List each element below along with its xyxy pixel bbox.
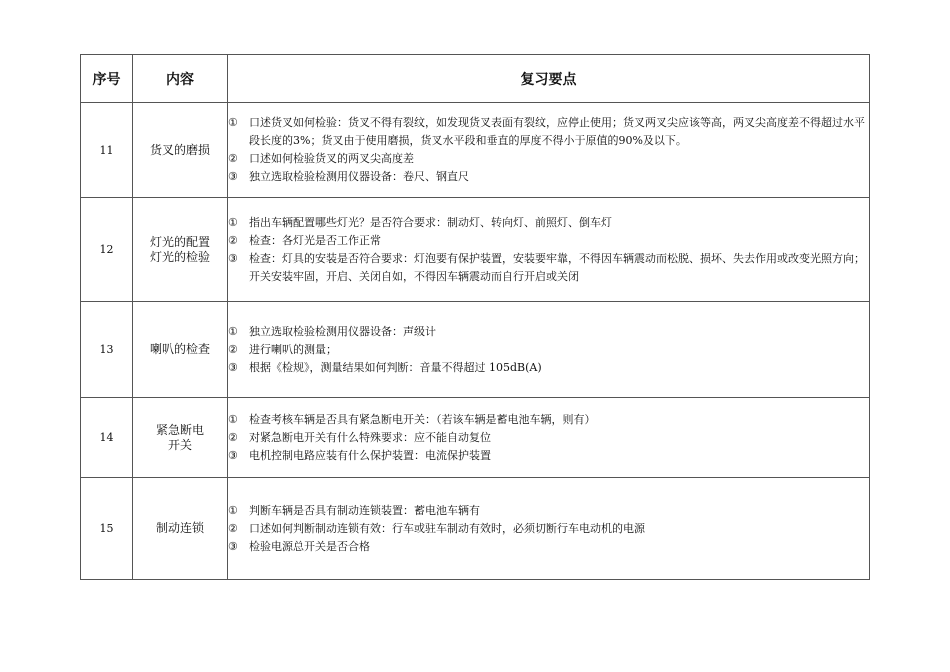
item-marker: ③	[228, 170, 238, 183]
item-text: 独立选取检验检测用仪器设备：声级计	[249, 324, 436, 338]
list-item	[228, 114, 869, 150]
item-marker: ①	[228, 412, 238, 426]
item-text: 检验电源总开关是否合格	[249, 539, 370, 553]
item-text: 独立选取检验检测用仪器设备：卷尺、钢直尺	[249, 170, 469, 183]
item-text: 口述如何判断制动连锁有效：行车或驻车制动有效时，必须切断行车电动机的电源	[249, 521, 645, 535]
item-marker: ②	[228, 521, 238, 535]
list-item	[228, 168, 869, 186]
header-no: 序号	[81, 55, 133, 103]
item-marker: ①	[228, 116, 238, 129]
row-topic: 货叉的磨损	[133, 103, 228, 198]
item-text: 检查：灯具的安装是否符合要求：灯泡要有保护装置，安装要牢靠，不得因车辆震动而松脱、损坏、失去作用或改变光照方向；开关安装牢固，开启、关闭自如，不得因车辆震动而自行开启或关闭	[249, 251, 865, 283]
list-item	[228, 520, 869, 538]
list-item	[228, 429, 869, 447]
item-text: 进行喇叭的测量；	[249, 342, 337, 356]
row-number: 13	[81, 302, 133, 398]
item-marker: ①	[228, 503, 238, 517]
row-topic: 紧急断电开关	[133, 398, 228, 478]
row-topic: 制动连锁	[133, 478, 228, 580]
item-marker: ③	[228, 251, 238, 265]
item-marker: ②	[228, 430, 238, 444]
row-topic: 灯光的配置灯光的检验	[133, 198, 228, 302]
row-points	[228, 103, 870, 198]
list-item	[228, 214, 869, 232]
review-table	[80, 54, 870, 580]
row-number: 15	[81, 478, 133, 580]
item-marker: ③	[228, 539, 238, 553]
table-row	[81, 302, 870, 398]
item-marker: ②	[228, 342, 238, 356]
row-number: 14	[81, 398, 133, 478]
row-points	[228, 302, 870, 398]
list-item	[228, 359, 869, 377]
item-text: 口述如何检验货叉的两叉尖高度差	[249, 152, 414, 165]
item-marker: ②	[228, 233, 238, 247]
item-text: 检查考核车辆是否具有紧急断电开关：（若该车辆是蓄电池车辆，则有）	[249, 412, 596, 426]
row-points	[228, 198, 870, 302]
table-row	[81, 398, 870, 478]
item-marker: ①	[228, 215, 238, 229]
list-item	[228, 150, 869, 168]
item-text: 检查：各灯光是否工作正常	[249, 233, 381, 247]
row-topic: 喇叭的检查	[133, 302, 228, 398]
item-marker: ①	[228, 324, 238, 338]
header-row	[81, 55, 870, 103]
row-number: 11	[81, 103, 133, 198]
header-content: 内容	[133, 55, 228, 103]
header-points: 复习要点	[228, 55, 870, 103]
table-row	[81, 103, 870, 198]
item-text: 对紧急断电开关有什么特殊要求：应不能自动复位	[249, 430, 491, 444]
item-marker: ③	[228, 448, 238, 462]
list-item	[228, 232, 869, 250]
list-item	[228, 341, 869, 359]
item-text: 电机控制电路应装有什么保护装置：电流保护装置	[249, 448, 491, 462]
row-number: 12	[81, 198, 133, 302]
list-item	[228, 502, 869, 520]
item-text: 根据《检规》，测量结果如何判断：音量不得超过 105dB(A)	[249, 360, 542, 374]
table-row	[81, 198, 870, 302]
list-item	[228, 323, 869, 341]
list-item	[228, 538, 869, 556]
item-text: 指出车辆配置哪些灯光？是否符合要求：制动灯、转向灯、前照灯、倒车灯	[249, 215, 612, 229]
row-points	[228, 478, 870, 580]
list-item	[228, 250, 869, 286]
item-text: 口述货叉如何检验：货叉不得有裂纹，如发现货叉表面有裂纹，应停止使用；货叉两叉尖应该等高，两叉尖高度差不得超过水平段长度的3%；货叉由于使用磨损，货叉水平段和垂直的厚度不得小于原值的90%及以下。	[249, 116, 865, 147]
item-text: 判断车辆是否具有制动连锁装置：蓄电池车辆有	[249, 503, 480, 517]
item-marker: ③	[228, 360, 238, 374]
list-item	[228, 411, 869, 429]
table-row	[81, 478, 870, 580]
item-marker: ②	[228, 152, 238, 165]
row-points	[228, 398, 870, 478]
list-item	[228, 447, 869, 465]
